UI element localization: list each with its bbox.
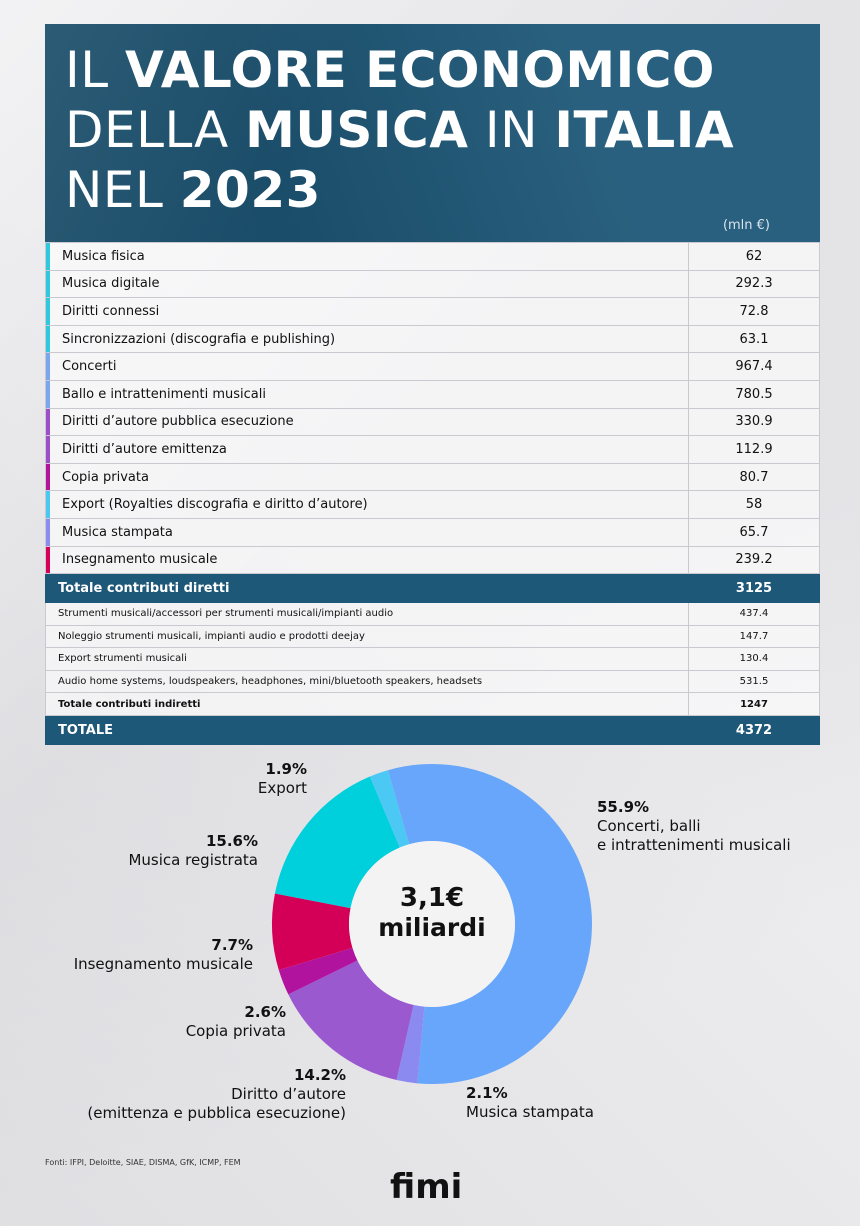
row-label-text: Musica fisica [62,248,145,264]
slice-category-label: Export [257,779,307,797]
row-label-text: Copia privata [62,469,149,485]
slice-percent-label: 2.6% [244,1003,286,1021]
slice-category-label: Diritto d’autore [231,1085,346,1103]
title-part: ITALIA [554,101,735,159]
row-label-text: Totale contributi diretti [58,580,230,596]
row-value: 58 [689,491,820,519]
logo-text: fimi [390,1167,463,1207]
slice-category-label: Musica registrata [128,851,258,869]
slice-percent-label: 1.9% [265,760,307,778]
slice-category-label: Musica stampata [466,1103,594,1121]
title-part: VALORE ECONOMICO [125,41,715,99]
row-value: 292.3 [689,270,820,298]
fimi-logo [388,1160,478,1210]
row-label-text: Concerti [62,359,117,375]
row-label-text: Insegnamento musicale [62,552,218,568]
unit-label: (mln €) [722,218,770,233]
slice-category-label: Insegnamento musicale [73,955,253,973]
row-value: 437.4 [689,603,820,626]
row-label-text: TOTALE [58,722,114,738]
sources-note: Fonti: IFPI, Deloitte, SIAE, DISMA, GfK, ICMP, FEM [45,1158,241,1167]
row-value: 4372 [689,716,820,745]
row-label-text: Musica stampata [62,524,173,540]
row-label-text: Sincronizzazioni (discografia e publishing) [62,331,336,347]
slice-percent-label: 14.2% [293,1066,346,1084]
title-part: NEL [65,161,180,219]
slice-category-label: (emittenza e pubblica esecuzione) [87,1104,346,1122]
slice-percent-label: 2.1% [466,1084,508,1102]
row-value: 112.9 [689,436,820,464]
center-total-unit: miliardi [378,913,486,942]
slice-category-label: e intrattenimenti musicali [597,836,791,854]
center-total-value: 3,1€ [399,883,465,913]
row-value: 80.7 [689,463,820,491]
row-value: 62 [689,243,820,271]
row-label-text: Totale contributi indiretti [58,698,201,710]
title-part: IN [468,101,555,159]
row-label-text: Audio home systems, loudspeakers, headphones, mini/bluetooth speakers, headsets [58,675,483,687]
row-label-text: Noleggio strumenti musicali, impianti audio e prodotti deejay [58,630,365,642]
row-value: 967.4 [689,353,820,381]
row-label-text: Ballo e intrattenimenti musicali [62,386,266,402]
row-label-text: Strumenti musicali/accessori per strumenti musicali/impianti audio [58,608,394,620]
row-label-text: Diritti d’autore pubblica esecuzione [62,414,294,430]
row-value: 1247 [689,693,820,716]
row-label-text: Musica digitale [62,276,160,292]
row-value: 780.5 [689,380,820,408]
row-value: 72.8 [689,298,820,326]
title-part: 2023 [179,161,321,219]
row-value: 65.7 [689,518,820,546]
row-label-text: Diritti connessi [62,303,160,319]
row-label-text: Export (Royalties discografia e diritto d’autore) [62,497,368,513]
row-label-text: Export strumenti musicali [58,653,187,665]
title-part: MUSICA [245,101,469,159]
row-value: 239.2 [689,546,820,574]
row-value: 130.4 [689,648,820,671]
slice-category-label: Copia privata [185,1022,286,1040]
slice-percent-label: 55.9% [597,798,650,816]
row-value: 531.5 [689,670,820,693]
slice-category-label: Concerti, balli [597,817,701,835]
title-part: DELLA [65,101,246,159]
row-label-text: Diritti d’autore emittenza [62,441,227,457]
row-value: 3125 [689,574,820,603]
slice-percent-label: 7.7% [211,936,253,954]
row-value: 147.7 [689,625,820,648]
row-value: 63.1 [689,325,820,353]
row-value: 330.9 [689,408,820,436]
slice-percent-label: 15.6% [205,832,258,850]
title-part: IL [65,41,125,99]
